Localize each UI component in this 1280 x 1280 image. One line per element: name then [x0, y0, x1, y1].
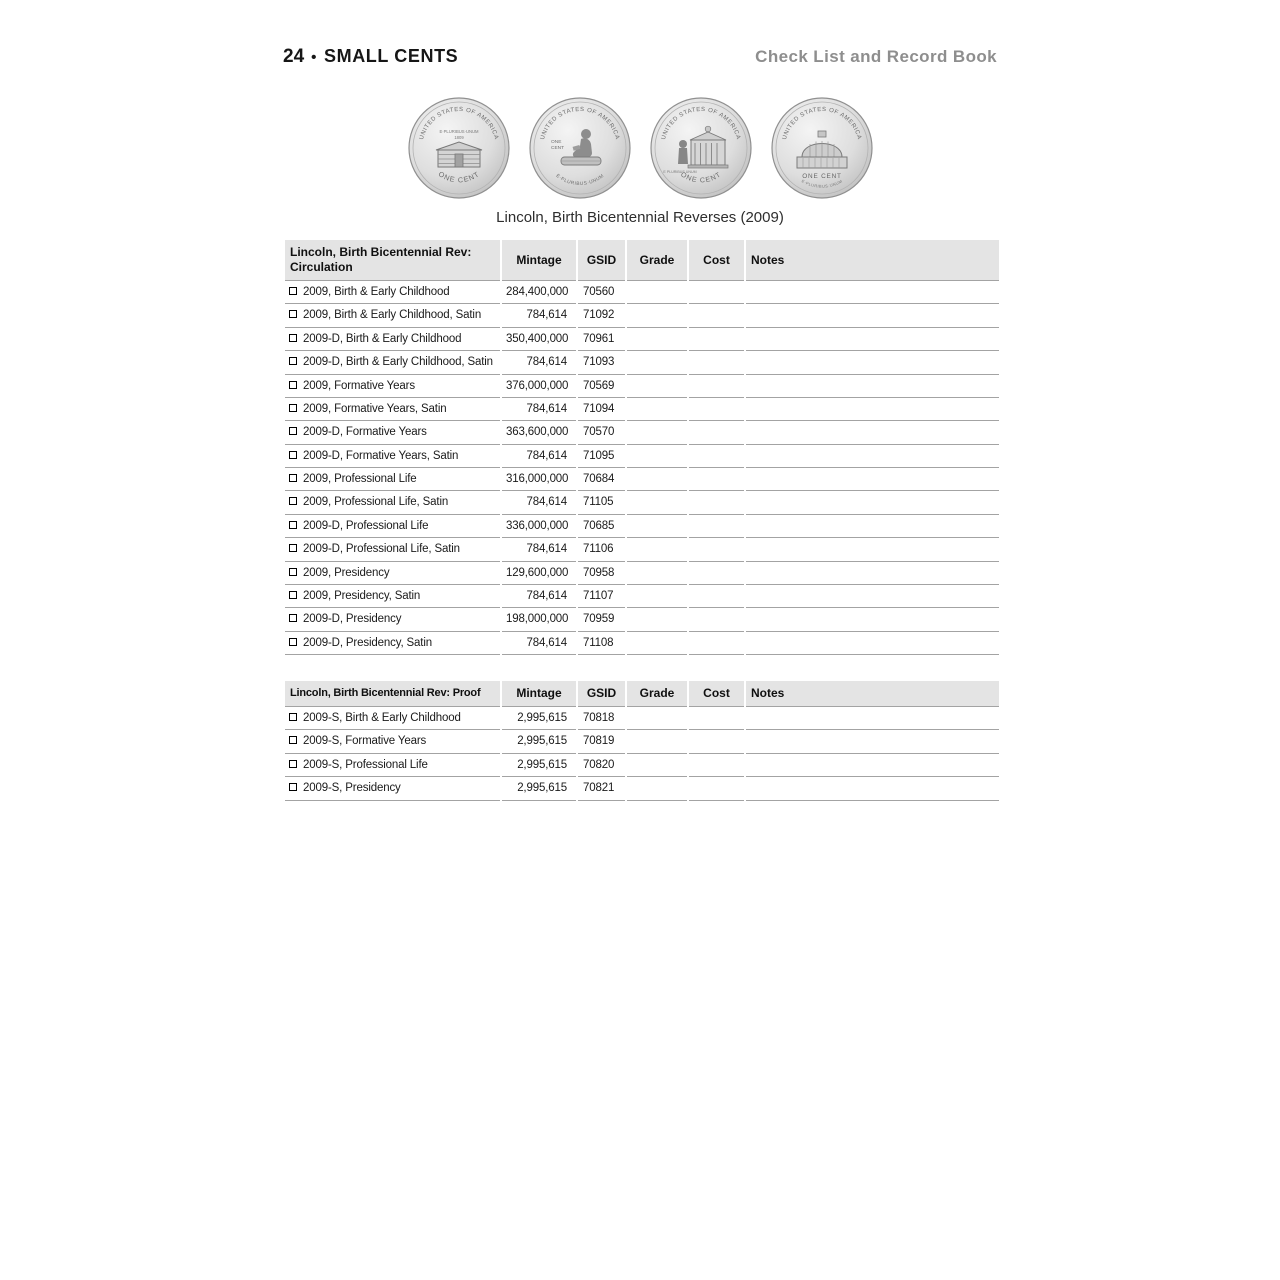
coin-label: 2009, Formative Years — [303, 379, 415, 392]
table-row — [285, 375, 999, 398]
row-checkbox[interactable] — [289, 310, 297, 318]
cost-cell — [689, 515, 744, 538]
gsid-cell: 71092 — [578, 304, 625, 327]
cost-cell — [689, 608, 744, 631]
page-number: 24 — [283, 46, 305, 67]
mintage-cell: 129,600,000 — [502, 562, 576, 585]
mintage-cell: 784,614 — [502, 491, 576, 514]
grade-cell — [627, 754, 687, 777]
cost-cell — [689, 754, 744, 777]
notes-cell — [746, 754, 999, 777]
coin-legend-top: UNITED STATES OF AMERICA — [418, 106, 499, 141]
record-table — [283, 681, 1001, 801]
grade-cell — [627, 730, 687, 753]
notes-cell — [746, 538, 999, 561]
coin-label: 2009, Presidency — [303, 566, 390, 579]
gsid-cell: 70685 — [578, 515, 625, 538]
coin-name-cell — [285, 730, 500, 753]
grade-cell — [627, 281, 687, 304]
coin-label: 2009, Birth & Early Childhood, Satin — [303, 309, 482, 322]
mintage-cell: 2,995,615 — [502, 730, 576, 753]
gsid-cell: 70819 — [578, 730, 625, 753]
cost-cell — [689, 328, 744, 351]
table-title: Lincoln, Birth Bicentennial Rev: Circulation — [285, 240, 500, 281]
mintage-cell: 198,000,000 — [502, 608, 576, 631]
row-checkbox[interactable] — [289, 404, 297, 412]
notes-cell — [746, 398, 999, 421]
page-header — [283, 46, 997, 68]
col-header-notes: Notes — [746, 240, 999, 281]
cost-cell — [689, 445, 744, 468]
notes-cell — [746, 585, 999, 608]
mintage-cell: 784,614 — [502, 398, 576, 421]
gsid-cell: 71108 — [578, 632, 625, 655]
grade-cell — [627, 538, 687, 561]
row-checkbox[interactable] — [289, 451, 297, 459]
coin-motto: E·PLURIBUS·UNUM — [438, 129, 479, 134]
gsid-cell: 70569 — [578, 375, 625, 398]
notes-cell — [746, 777, 999, 800]
coin-label: 2009-S, Formative Years — [303, 735, 427, 748]
grade-cell — [627, 398, 687, 421]
notes-cell — [746, 491, 999, 514]
table-header-row — [285, 240, 999, 281]
coin-label: 2009, Professional Life — [303, 473, 417, 485]
notes-cell — [746, 351, 999, 374]
coin-images-row — [283, 97, 997, 199]
cost-cell — [689, 730, 744, 753]
bullet-separator: • — [311, 49, 317, 66]
notes-cell — [746, 304, 999, 327]
row-checkbox[interactable] — [289, 427, 297, 435]
mintage-cell: 2,995,615 — [502, 707, 576, 730]
col-header-notes: Notes — [746, 681, 999, 707]
table-row — [285, 777, 999, 800]
cost-cell — [689, 304, 744, 327]
coin-presidency — [771, 97, 873, 199]
coin-label: 2009, Birth & Early Childhood — [303, 286, 450, 298]
col-header-grade: Grade — [627, 240, 687, 281]
cost-cell — [689, 281, 744, 304]
col-header-gsid: GSID — [578, 240, 625, 281]
gsid-cell: 71095 — [578, 445, 625, 468]
coin-legend-top: UNITED STATES OF AMERICA — [539, 106, 620, 141]
table-row — [285, 707, 999, 730]
table-row — [285, 351, 999, 374]
table-row — [285, 538, 999, 561]
notes-cell — [746, 730, 999, 753]
cost-cell — [689, 538, 744, 561]
row-checkbox[interactable] — [289, 713, 297, 721]
row-checkbox[interactable] — [289, 334, 297, 342]
gsid-cell: 71106 — [578, 538, 625, 561]
cost-cell — [689, 398, 744, 421]
col-header-mintage: Mintage — [502, 240, 576, 281]
cost-cell — [689, 562, 744, 585]
table-row — [285, 491, 999, 514]
table-row — [285, 632, 999, 655]
coin-label: 2009-D, Professional Life, Satin — [303, 543, 460, 556]
seated-lincoln-coin-icon — [529, 97, 631, 199]
coin-label: 2009-S, Presidency — [303, 782, 401, 795]
coin-name-cell — [285, 491, 500, 514]
grade-cell — [627, 562, 687, 585]
grade-cell — [627, 585, 687, 608]
coin-label: 2009-D, Presidency — [303, 613, 402, 626]
col-header-mintage: Mintage — [502, 681, 576, 707]
table-row — [285, 608, 999, 631]
coin-name-cell — [285, 421, 500, 444]
coin-motto: E·PLURIBUS·UNUM — [800, 178, 843, 189]
coin-denomination-line1: ONE — [550, 140, 561, 145]
coin-formative-years — [529, 97, 631, 199]
mintage-cell: 784,614 — [502, 304, 576, 327]
coin-name-cell — [285, 538, 500, 561]
coin-name-cell — [285, 585, 500, 608]
coin-name-cell — [285, 562, 500, 585]
section-title: SMALL CENTS — [324, 46, 459, 66]
table-row — [285, 562, 999, 585]
mintage-cell: 784,614 — [502, 538, 576, 561]
coin-name-cell — [285, 468, 500, 491]
coin-legend-top: UNITED STATES OF AMERICA — [660, 106, 741, 141]
gsid-cell: 70820 — [578, 754, 625, 777]
grade-cell — [627, 707, 687, 730]
col-header-cost: Cost — [689, 240, 744, 281]
coin-year: 1809 — [453, 135, 464, 140]
coin-name-cell — [285, 515, 500, 538]
grade-cell — [627, 632, 687, 655]
coin-name-cell — [285, 754, 500, 777]
row-checkbox[interactable] — [289, 474, 297, 482]
coin-label: 2009-S, Professional Life — [303, 758, 428, 771]
table-row — [285, 754, 999, 777]
col-header-gsid: GSID — [578, 681, 625, 707]
gsid-cell: 70818 — [578, 707, 625, 730]
cost-cell — [689, 632, 744, 655]
coin-denomination: ONE CENT — [801, 173, 842, 180]
mintage-cell: 2,995,615 — [502, 777, 576, 800]
coin-label: 2009-D, Formative Years — [303, 426, 427, 439]
cost-cell — [689, 585, 744, 608]
coin-name-cell — [285, 398, 500, 421]
mintage-cell: 284,400,000 — [502, 281, 576, 304]
coin-label: 2009-D, Birth & Early Childhood — [303, 332, 462, 345]
table-row — [285, 515, 999, 538]
tables-container — [283, 240, 997, 801]
grade-cell — [627, 445, 687, 468]
coin-name-cell — [285, 608, 500, 631]
mintage-cell: 376,000,000 — [502, 375, 576, 398]
table-row — [285, 468, 999, 491]
coin-motto: E PLURIBUS UNUM — [662, 170, 697, 174]
table-title: Lincoln, Birth Bicentennial Rev: Proof — [285, 681, 500, 707]
book-title: Check List and Record Book — [755, 47, 997, 66]
coin-professional-life — [650, 97, 752, 199]
coin-name-cell — [285, 281, 500, 304]
grade-cell — [627, 328, 687, 351]
notes-cell — [746, 375, 999, 398]
gsid-cell: 70958 — [578, 562, 625, 585]
grade-cell — [627, 777, 687, 800]
coin-name-cell — [285, 445, 500, 468]
table-row — [285, 421, 999, 444]
gsid-cell: 70959 — [578, 608, 625, 631]
coin-name-cell — [285, 351, 500, 374]
mintage-cell: 363,600,000 — [502, 421, 576, 444]
gsid-cell: 71094 — [578, 398, 625, 421]
row-checkbox[interactable] — [289, 357, 297, 365]
gsid-cell: 70684 — [578, 468, 625, 491]
table-row — [285, 328, 999, 351]
coin-label: 2009, Presidency, Satin — [303, 589, 421, 602]
cost-cell — [689, 468, 744, 491]
notes-cell — [746, 562, 999, 585]
coin-label: 2009-D, Presidency, Satin — [303, 636, 432, 649]
row-checkbox[interactable] — [289, 544, 297, 552]
coins-caption: Lincoln, Birth Bicentennial Reverses (2009) — [496, 209, 784, 226]
grade-cell — [627, 491, 687, 514]
table-row — [285, 304, 999, 327]
coin-birth-early-childhood — [408, 97, 510, 199]
grade-cell — [627, 421, 687, 444]
grade-cell — [627, 375, 687, 398]
row-checkbox[interactable] — [289, 381, 297, 389]
cost-cell — [689, 351, 744, 374]
notes-cell — [746, 632, 999, 655]
gsid-cell: 71093 — [578, 351, 625, 374]
capitol-dome-coin-icon — [771, 97, 873, 199]
row-checkbox[interactable] — [289, 521, 297, 529]
notes-cell — [746, 328, 999, 351]
table-row — [285, 281, 999, 304]
grade-cell — [627, 515, 687, 538]
coin-name-cell — [285, 632, 500, 655]
table-header-row — [285, 681, 999, 707]
grade-cell — [627, 608, 687, 631]
mintage-cell: 316,000,000 — [502, 468, 576, 491]
mintage-cell: 784,614 — [502, 585, 576, 608]
gsid-cell: 70821 — [578, 777, 625, 800]
grade-cell — [627, 351, 687, 374]
notes-cell — [746, 515, 999, 538]
row-checkbox[interactable] — [289, 591, 297, 599]
row-checkbox[interactable] — [289, 760, 297, 768]
gsid-cell: 70570 — [578, 421, 625, 444]
coin-denomination: ONE CENT — [678, 171, 723, 185]
row-checkbox[interactable] — [289, 736, 297, 744]
notes-cell — [746, 445, 999, 468]
gsid-cell: 70560 — [578, 281, 625, 304]
gsid-cell: 71107 — [578, 585, 625, 608]
page-header-left — [283, 46, 458, 68]
log-cabin-coin-icon — [408, 97, 510, 199]
coin-name-cell — [285, 304, 500, 327]
standing-figure-icon — [678, 140, 688, 164]
row-checkbox[interactable] — [289, 497, 297, 505]
notes-cell — [746, 421, 999, 444]
coin-name-cell — [285, 707, 500, 730]
gsid-cell: 71105 — [578, 491, 625, 514]
col-header-grade: Grade — [627, 681, 687, 707]
notes-cell — [746, 468, 999, 491]
coin-denomination: ONE CENT — [436, 169, 481, 185]
mintage-cell: 336,000,000 — [502, 515, 576, 538]
table-row — [285, 585, 999, 608]
cost-cell — [689, 375, 744, 398]
coin-label: 2009-S, Birth & Early Childhood — [303, 712, 461, 724]
mintage-cell: 2,995,615 — [502, 754, 576, 777]
coin-label: 2009-D, Formative Years, Satin — [303, 449, 459, 462]
mintage-cell: 784,614 — [502, 351, 576, 374]
cost-cell — [689, 777, 744, 800]
notes-cell — [746, 281, 999, 304]
cost-cell — [689, 491, 744, 514]
coin-name-cell — [285, 777, 500, 800]
coin-label: 2009-D, Birth & Early Childhood, Satin — [303, 356, 493, 369]
table-row — [285, 730, 999, 753]
col-header-cost: Cost — [689, 681, 744, 707]
mintage-cell: 784,614 — [502, 632, 576, 655]
coin-denomination-line2: CENT — [550, 146, 564, 151]
grade-cell — [627, 304, 687, 327]
row-checkbox[interactable] — [289, 638, 297, 646]
table-row — [285, 398, 999, 421]
coin-name-cell — [285, 328, 500, 351]
coin-label: 2009, Formative Years, Satin — [303, 402, 447, 415]
table-row — [285, 445, 999, 468]
notes-cell — [746, 608, 999, 631]
log-icon — [561, 157, 601, 165]
row-checkbox[interactable] — [289, 287, 297, 295]
grade-cell — [627, 468, 687, 491]
coin-motto: E·PLURIBUS·UNUM — [554, 173, 605, 188]
mintage-cell: 784,614 — [502, 445, 576, 468]
coin-label: 2009-D, Professional Life — [303, 519, 429, 532]
coin-label: 2009, Professional Life, Satin — [303, 496, 449, 509]
row-checkbox[interactable] — [289, 783, 297, 791]
gsid-cell: 70961 — [578, 328, 625, 351]
cost-cell — [689, 421, 744, 444]
standing-lincoln-capitol-coin-icon — [650, 97, 752, 199]
cost-cell — [689, 707, 744, 730]
row-checkbox[interactable] — [289, 614, 297, 622]
coin-name-cell — [285, 375, 500, 398]
coin-legend-top: UNITED STATES OF AMERICA — [781, 106, 862, 141]
mintage-cell: 350,400,000 — [502, 328, 576, 351]
record-table — [283, 240, 1001, 655]
notes-cell — [746, 707, 999, 730]
row-checkbox[interactable] — [289, 568, 297, 576]
